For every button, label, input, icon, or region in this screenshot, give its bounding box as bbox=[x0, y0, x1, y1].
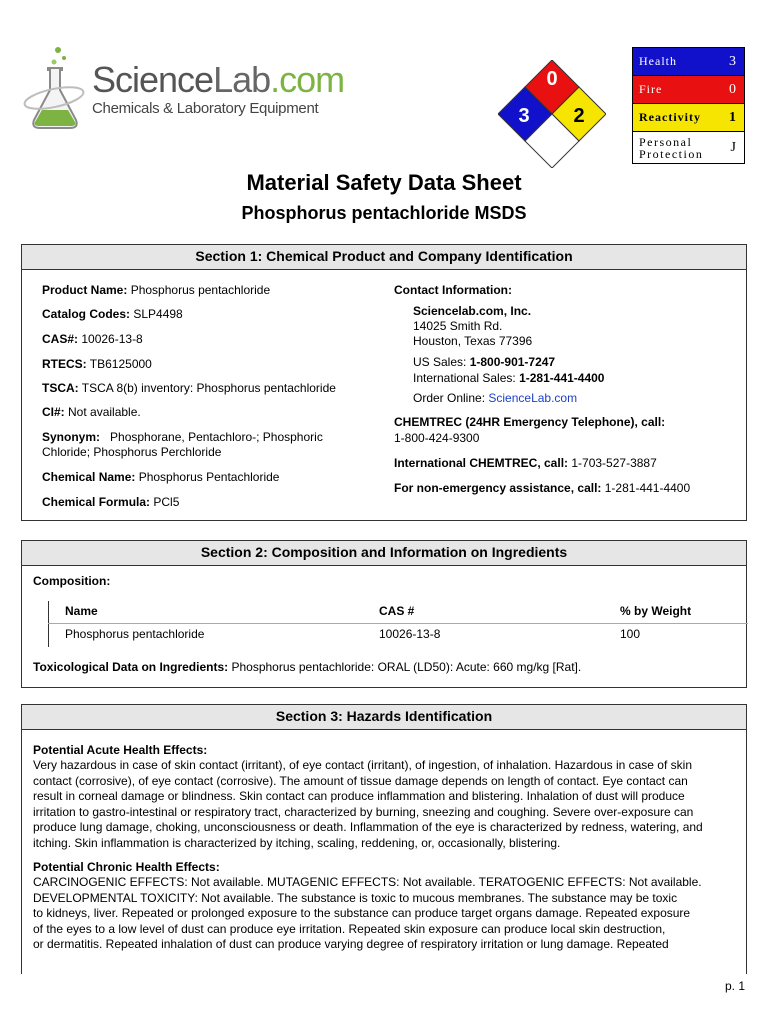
sciencelab-logo bbox=[20, 46, 345, 136]
address-line-2: Houston, Texas 77396 bbox=[413, 334, 533, 348]
col-header-cas: CAS # bbox=[379, 604, 415, 618]
ci-field: CI#: Not available. bbox=[42, 405, 141, 419]
non-emergency: For non-emergency assistance, call: 1-281-441-4400 bbox=[394, 481, 691, 495]
col-header-name: Name bbox=[65, 604, 98, 618]
cas-field: CAS#: 10026-13-8 bbox=[42, 332, 143, 346]
section-1-heading: Section 1: Chemical Product and Company Identification bbox=[22, 245, 746, 270]
catalog-codes-field: Catalog Codes: SLP4498 bbox=[42, 307, 183, 321]
chemical-formula-field: Chemical Formula: PCl5 bbox=[42, 495, 180, 509]
chemtrec-phone: 1-800-424-9300 bbox=[394, 431, 480, 445]
hmis-label bbox=[632, 47, 745, 164]
nfpa-reactivity-value: 2 bbox=[573, 105, 585, 127]
flask-icon bbox=[20, 46, 90, 136]
composition-label: Composition: bbox=[33, 574, 111, 588]
table-cell-name: Phosphorus pentachloride bbox=[65, 627, 205, 641]
section-2-heading: Section 2: Composition and Information on Ingredients bbox=[22, 541, 746, 566]
toxicological-data: Toxicological Data on Ingredients: Phosphorus pentachloride: ORAL (LD50): Acute: 660 mg/kg [Rat]. bbox=[33, 660, 582, 674]
hmis-ppe-value: J bbox=[730, 139, 736, 155]
nfpa-diamond bbox=[498, 60, 606, 168]
chemical-name-field: Chemical Name: Phosphorus Pentachloride bbox=[42, 470, 280, 484]
acute-effects-label: Potential Acute Health Effects: bbox=[33, 743, 208, 757]
table-header-divider bbox=[48, 623, 748, 624]
nfpa-fire-value: 0 bbox=[546, 68, 558, 90]
acute-effects-text: Very hazardous in case of skin contact (irritant), of eye contact (irritant), of ingestion, of inhalation. Hazardous in case of skin contact (corrosive), of eye contact (corrosive). The amount of tissue damage depends on length of contact. Eye contact can result in corneal damage or blindness. Skin contact can produce inflammation and blistering. Inhalation of dust will produce irritation to gastro-intestinal or respiratory tract, characterized by burning, sneezing and coughing. Severe over-exposure can produce lung damage, choking, unconsciousness or death. Inflammation of the eye is characterized by redness, watering, and itching. Skin inflammation is characterized by itching, scaling, reddening, or, occasionally, blistering. bbox=[33, 758, 703, 850]
hmis-fire-value: 0 bbox=[729, 81, 736, 97]
section-3 bbox=[21, 704, 747, 974]
hmis-fire-row bbox=[633, 76, 744, 104]
section-1 bbox=[21, 244, 747, 521]
sciencelab-link[interactable]: ScienceLab.com bbox=[488, 391, 578, 405]
document-title: Material Safety Data Sheet bbox=[246, 170, 522, 195]
hmis-reactivity-label: Reactivity bbox=[639, 110, 701, 124]
section-3-heading: Section 3: Hazards Identification bbox=[22, 705, 746, 730]
product-name-field: Product Name: Phosphorus pentachloride bbox=[42, 283, 271, 297]
hmis-ppe-label-1: Personal bbox=[639, 134, 693, 149]
hmis-health-value: 3 bbox=[729, 53, 736, 69]
order-online: Order Online: ScienceLab.com bbox=[413, 391, 578, 405]
us-sales: US Sales: 1-800-901-7247 bbox=[413, 355, 556, 369]
logo-tagline: Chemicals & Laboratory Equipment bbox=[92, 100, 319, 117]
logo-brand: Science bbox=[92, 59, 214, 100]
logo-dot-com: .com bbox=[270, 59, 345, 100]
page-number: p. 1 bbox=[724, 979, 745, 993]
hmis-health-row bbox=[633, 48, 744, 76]
company-name: Sciencelab.com, Inc. bbox=[413, 304, 532, 318]
chronic-effects-label: Potential Chronic Health Effects: bbox=[33, 860, 220, 874]
table-left-border bbox=[48, 601, 49, 647]
chronic-effects-text: CARCINOGENIC EFFECTS: Not available. MUTAGENIC EFFECTS: Not available. TERATOGENIC EFFECTS: Not available. DEVELOPMENTAL TOXICITY: Not available. The substance is toxic to mucous membranes. The substance may be toxic to kidneys, liver. Repeated or prolonged exposure to the substance can produce target organs damage. Repeated exposure of the eyes to a low level of dust can produce eye irritation. Repeated skin exposure can produce local skin destruction, or dermatitis. Repeated inhalation of dust can produce varying degree of respiratory irritation or lung damage. Repeated bbox=[33, 875, 702, 951]
nfpa-health-value: 3 bbox=[518, 105, 530, 127]
hmis-ppe-label-2: Protection bbox=[639, 146, 704, 161]
col-header-weight: % by Weight bbox=[620, 604, 692, 618]
hmis-fire-label: Fire bbox=[639, 82, 663, 96]
address-line-1: 14025 Smith Rd. bbox=[413, 319, 503, 333]
chemtrec-label: CHEMTREC (24HR Emergency Telephone), call: bbox=[394, 415, 666, 429]
intl-chemtrec: International CHEMTREC, call: 1-703-527-3887 bbox=[394, 456, 657, 470]
logo-brand-2: Lab bbox=[213, 59, 271, 100]
document-subtitle: Phosphorus pentachloride MSDS bbox=[241, 203, 527, 223]
contact-info-label: Contact Information: bbox=[394, 283, 512, 297]
section-2 bbox=[21, 540, 747, 688]
table-cell-weight: 100 bbox=[620, 627, 641, 641]
intl-sales: International Sales: 1-281-441-4400 bbox=[413, 371, 605, 385]
tsca-field: TSCA: TSCA 8(b) inventory: Phosphorus pentachloride bbox=[42, 381, 336, 395]
table-cell-cas: 10026-13-8 bbox=[379, 627, 441, 641]
hmis-health-label: Health bbox=[639, 54, 677, 68]
hmis-reactivity-value: 1 bbox=[729, 109, 736, 125]
rtecs-field: RTECS: TB6125000 bbox=[42, 357, 152, 371]
hmis-ppe-row bbox=[633, 132, 744, 163]
hmis-reactivity-row bbox=[633, 104, 744, 132]
synonym-field: Synonym: Phosphorane, Pentachloro-; Phosphoric Chloride; Phosphorus Perchloride bbox=[42, 430, 323, 459]
